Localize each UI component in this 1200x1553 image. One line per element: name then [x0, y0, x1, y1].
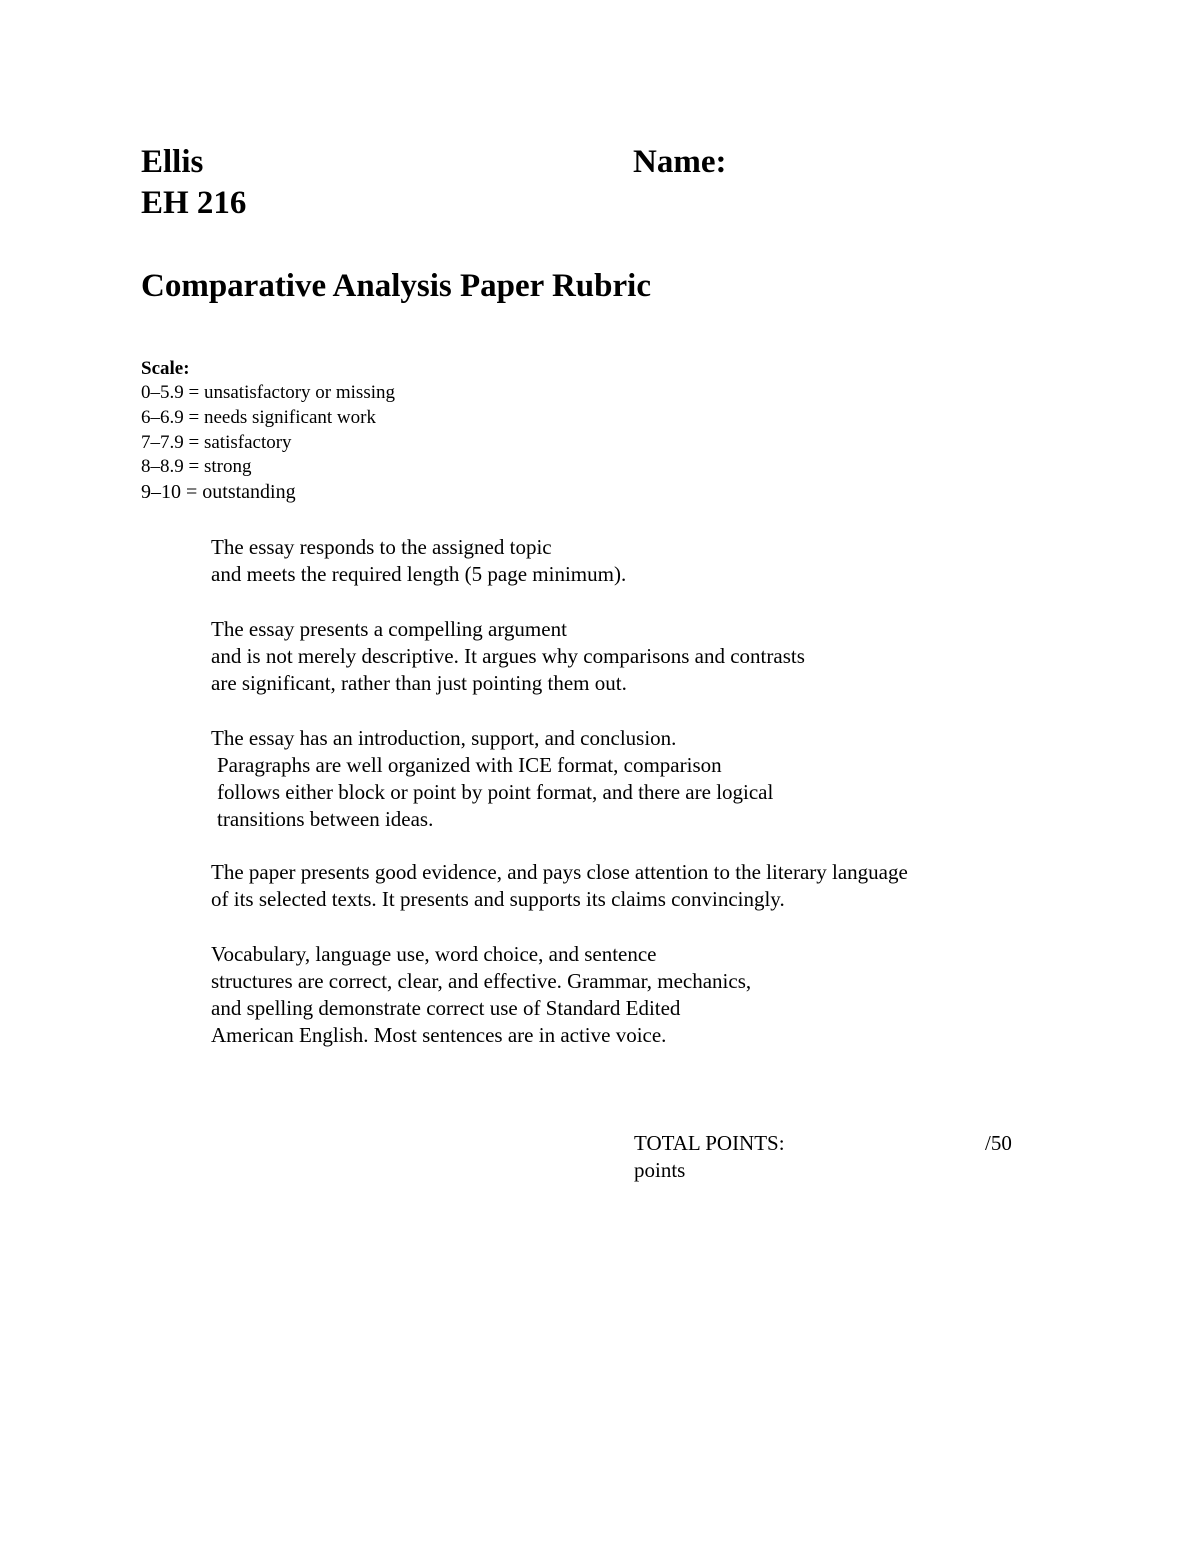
criterion-line: Paragraphs are well organized with ICE format, comparison — [217, 753, 722, 777]
criterion-line: The paper presents good evidence, and pays close attention to the literary language — [211, 860, 908, 884]
criterion-line: and meets the required length (5 page minimum). — [211, 562, 627, 586]
criterion-line: The essay presents a compelling argument — [211, 617, 567, 641]
scale-item: 7–7.9 = satisfactory — [141, 431, 292, 453]
scale-item: 0–5.9 = unsatisfactory or missing — [141, 382, 395, 403]
scale-item: 9–10 = outstanding — [141, 481, 296, 504]
criterion-line: The essay responds to the assigned topic — [211, 535, 552, 559]
total-points-unit: points — [634, 1158, 686, 1182]
criterion-line: structures are correct, clear, and effective. Grammar, mechanics, — [211, 969, 752, 993]
criterion-argument — [211, 616, 805, 697]
criterion-line: follows either block or point by point format, and there are logical — [217, 780, 774, 804]
criterion-line: and spelling demonstrate correct use of Standard Edited — [211, 996, 681, 1020]
course-code: EH 216 — [141, 185, 247, 221]
criterion-line: and is not merely descriptive. It argues why comparisons and contrasts — [211, 644, 805, 668]
scale-item: 6–6.9 = needs significant work — [141, 406, 376, 428]
criterion-line: The essay has an introduction, support, and conclusion. — [211, 726, 677, 750]
scale-section — [141, 357, 395, 505]
criterion-topic-length — [211, 534, 626, 588]
criterion-line: transitions between ideas. — [217, 807, 434, 831]
criterion-evidence — [211, 859, 908, 913]
scale-item: 8–8.9 = strong — [141, 456, 252, 478]
criterion-organization — [211, 725, 773, 833]
criterion-line: American English. Most sentences are in active voice. — [211, 1023, 667, 1047]
criterion-line: Vocabulary, language use, word choice, and sentence — [211, 942, 657, 966]
scale-label: Scale: — [141, 358, 190, 379]
page-title: Comparative Analysis Paper Rubric — [141, 268, 651, 304]
criterion-line: of its selected texts. It presents and supports its claims convincingly. — [211, 887, 785, 911]
total-points-max: /50 — [985, 1131, 1012, 1155]
instructor-name: Ellis — [141, 144, 204, 180]
name-label: Name: — [633, 144, 727, 180]
criterion-language — [211, 941, 751, 1049]
total-points-label: TOTAL POINTS: — [634, 1131, 785, 1155]
criterion-line: are significant, rather than just pointing them out. — [211, 671, 627, 695]
